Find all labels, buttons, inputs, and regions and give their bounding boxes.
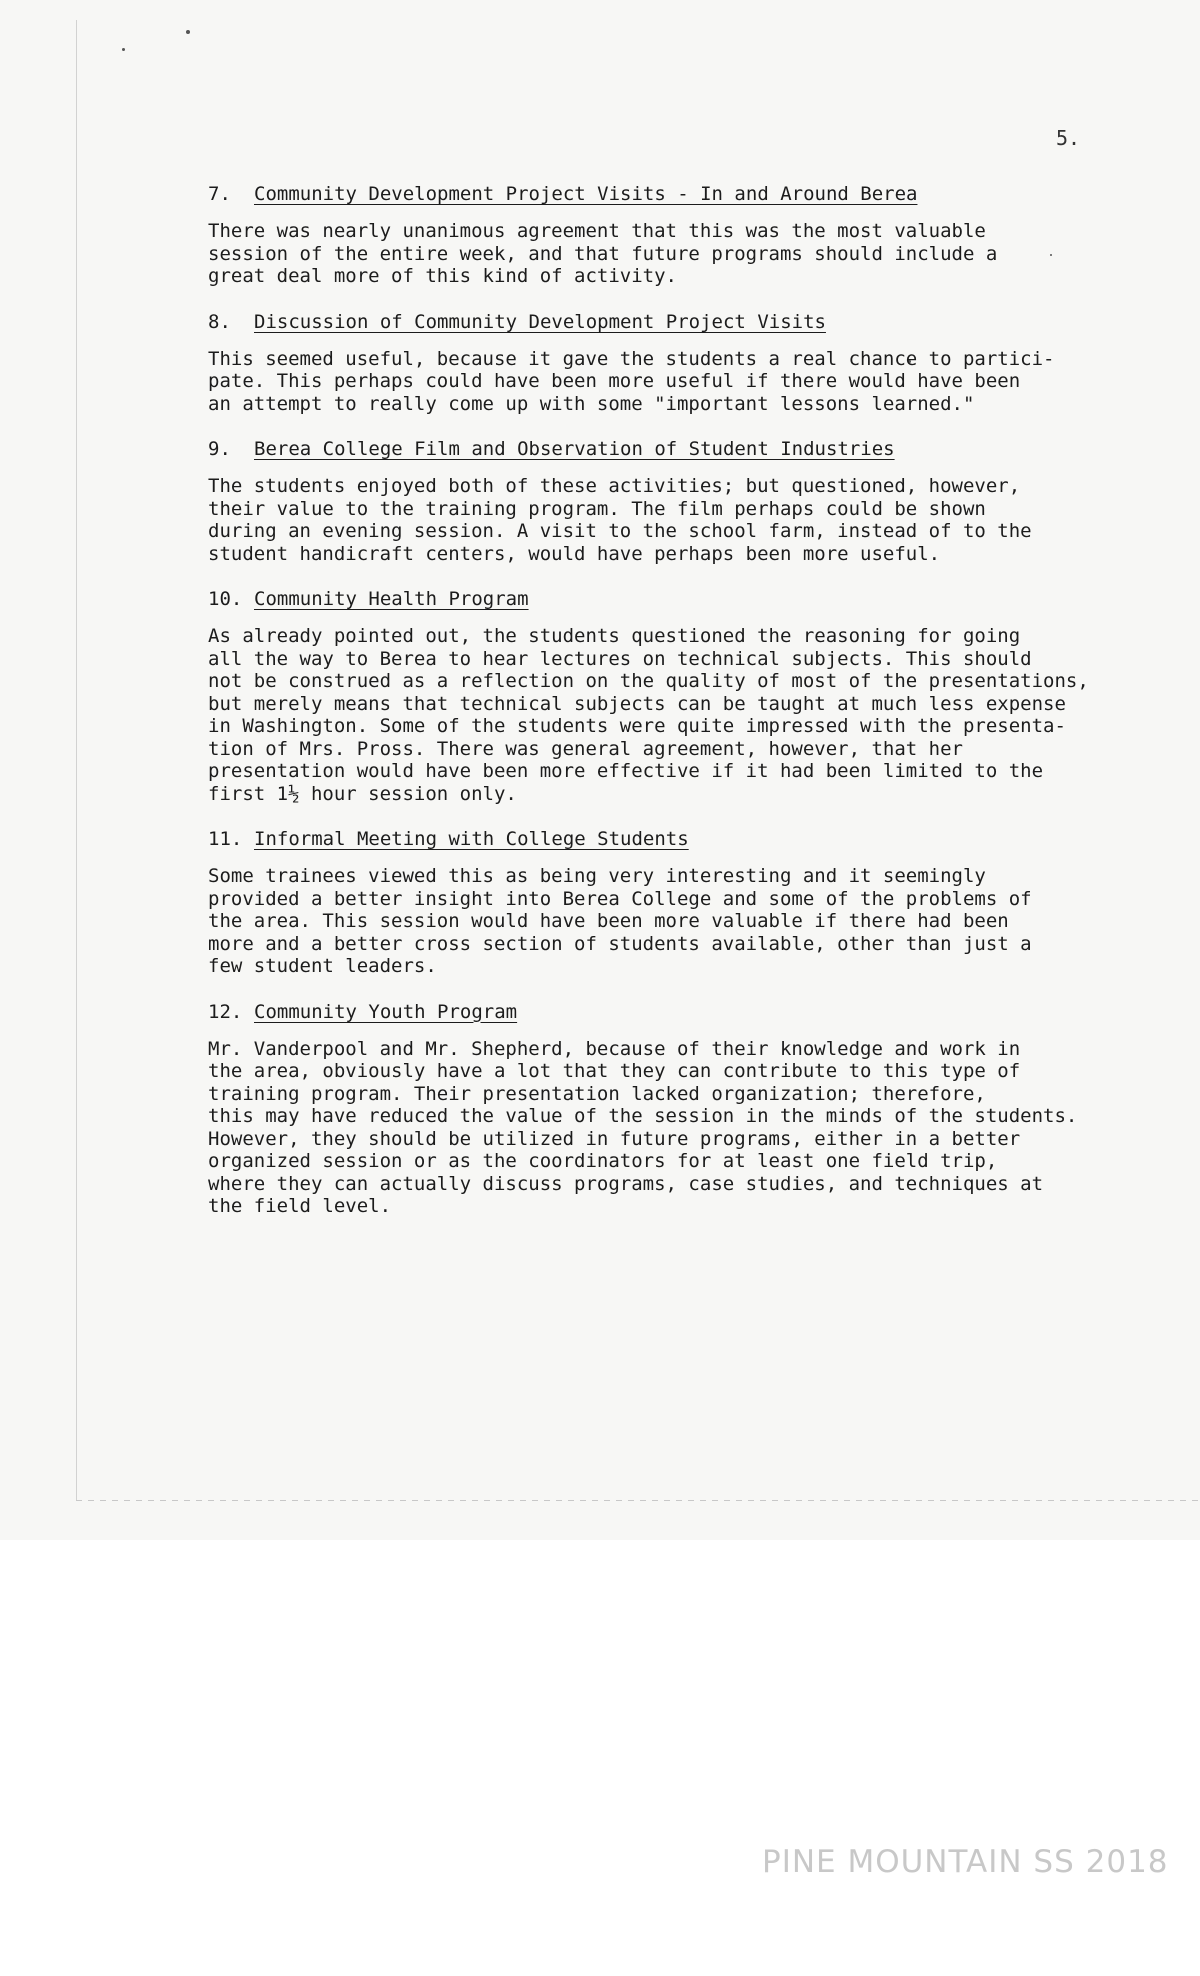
section-title: Berea College Film and Observation of Student Industries: [254, 438, 895, 460]
paragraph-line: However, they should be utilized in future programs, either in a better: [208, 1127, 1021, 1150]
section-title: Informal Meeting with College Students: [254, 828, 689, 850]
paragraph-line: their value to the training program. The film perhaps could be shown: [208, 497, 986, 520]
section-number: 8.: [208, 310, 231, 333]
paragraph-line: organized session or as the coordinators for at least one field trip,: [208, 1150, 998, 1172]
paragraph-line: not be construed as a reflection on the quality of most of the presentations,: [208, 670, 1089, 692]
section-paragraph: [208, 1038, 1108, 1218]
paragraph-line: an attempt to really come up with some "important lessons learned.": [208, 392, 975, 415]
paragraph-line: tion of Mrs. Pross. There was general agreement, however, that her: [208, 737, 963, 760]
section-title: Discussion of Community Development Project Visits: [254, 310, 826, 333]
paragraph-line: during an evening session. A visit to the school farm, instead of to the: [208, 520, 1032, 542]
paragraph-line: but merely means that technical subjects can be taught at much less expense: [208, 692, 1066, 715]
section-heading: [208, 437, 1108, 461]
paragraph-line: the area, obviously have a lot that they can contribute to this type of: [208, 1060, 1021, 1082]
section-number: 11.: [208, 828, 243, 850]
paragraph-line: great deal more of this kind of activity.: [208, 265, 677, 287]
paragraph-line: student handicraft centers, would have perhaps been more useful.: [208, 542, 941, 565]
paragraph-line: this may have reduced the value of the session in the minds of the students.: [208, 1105, 1078, 1127]
paragraph-line: presentation would have been more effective if it had been limited to the: [208, 760, 1044, 782]
section-7: [208, 182, 1108, 288]
paragraph-line: session of the entire week, and that future programs should include a: [208, 242, 998, 265]
paragraph-line: provided a better insight into Berea College and some of the problems of: [208, 887, 1032, 910]
paragraph-line: in Washington. Some of the students were quite impressed with the presenta-: [208, 715, 1066, 737]
paragraph-line: As already pointed out, the students questioned the reasoning for going: [208, 625, 1021, 647]
paragraph-line: where they can actually discuss programs, case studies, and techniques at: [208, 1172, 1044, 1195]
paragraph-line: There was nearly unanimous agreement that this was the most valuable: [208, 220, 986, 242]
section-title: Community Health Program: [254, 588, 529, 610]
paragraph-line: few student leaders.: [208, 955, 437, 977]
section-heading: [208, 182, 1108, 206]
paragraph-line: first 1½ hour session only.: [208, 782, 517, 805]
paragraph-line: This seemed useful, because it gave the students a real chance to partici-: [208, 347, 1055, 370]
section-number: 10.: [208, 588, 243, 610]
section-title: Community Development Project Visits - In and Around Berea: [254, 183, 918, 205]
section-10: [208, 587, 1108, 805]
section-number: 12.: [208, 1000, 243, 1023]
section-heading: [208, 1000, 1108, 1024]
scan-speck: [186, 30, 190, 34]
paragraph-line: The students enjoyed both of these activities; but questioned, however,: [208, 475, 1021, 497]
paragraph-line: all the way to Berea to hear lectures on technical subjects. This should: [208, 647, 1032, 670]
section-heading: [208, 310, 1108, 334]
section-heading: [208, 587, 1108, 611]
section-paragraph: [208, 475, 1108, 565]
paragraph-line: pate. This perhaps could have been more useful if there would have been: [208, 370, 1021, 392]
section-paragraph: [208, 348, 1108, 416]
section-11: [208, 827, 1108, 978]
watermark: PINE MOUNTAIN SS 2018: [762, 1844, 1169, 1880]
section-paragraph: [208, 220, 1108, 288]
scan-speck: [122, 48, 125, 51]
paragraph-line: the area. This session would have been more valuable if there had been: [208, 910, 1009, 932]
paragraph-line: Some trainees viewed this as being very interesting and it seemingly: [208, 865, 986, 887]
paragraph-line: more and a better cross section of students available, other than just a: [208, 932, 1032, 955]
document-body: [208, 182, 1108, 1240]
section-12: [208, 1000, 1108, 1218]
section-heading: [208, 827, 1108, 851]
section-number: 9.: [208, 438, 231, 460]
paragraph-line: training program. Their presentation lacked organization; therefore,: [208, 1082, 986, 1105]
section-number: 7.: [208, 183, 231, 205]
section-paragraph: [208, 625, 1108, 805]
scan-left-edge: [76, 20, 77, 1500]
section-9: [208, 437, 1108, 565]
paragraph-line: Mr. Vanderpool and Mr. Shepherd, because of their knowledge and work in: [208, 1037, 1021, 1060]
page-number: 5.: [1056, 126, 1081, 150]
section-paragraph: [208, 865, 1108, 978]
paragraph-line: the field level.: [208, 1195, 392, 1217]
section-8: [208, 310, 1108, 416]
section-title: Community Youth Program: [254, 1000, 518, 1023]
scan-bottom-edge: [76, 1500, 1200, 1501]
